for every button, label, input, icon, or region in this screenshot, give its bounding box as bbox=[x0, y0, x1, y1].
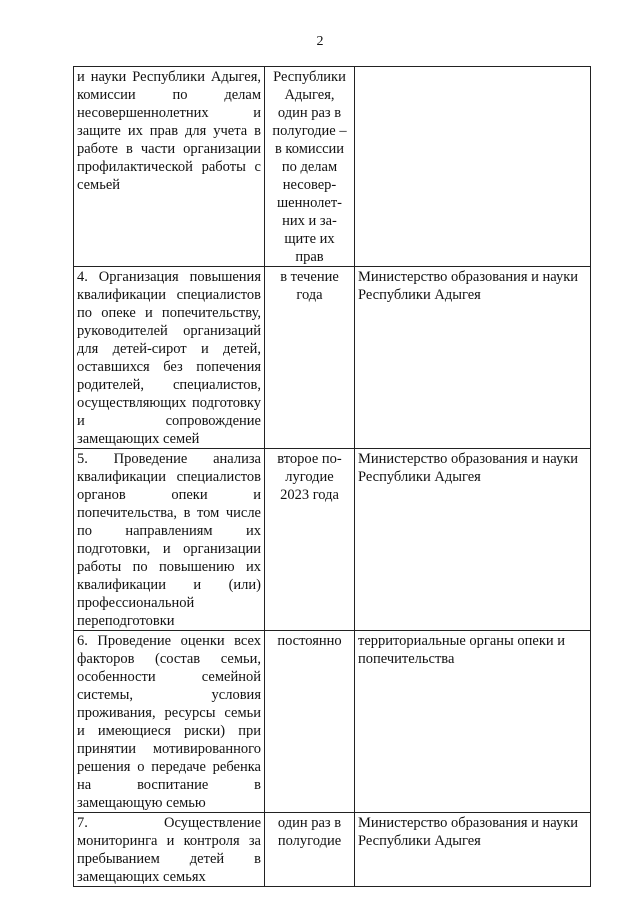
responsible-cell bbox=[355, 449, 591, 631]
table-row bbox=[74, 67, 591, 267]
activity-cell bbox=[74, 813, 265, 887]
activity-cell bbox=[74, 67, 265, 267]
responsible-text: Министерство образования и науки Республики Адыгея bbox=[358, 269, 579, 303]
activity-cell bbox=[74, 267, 265, 449]
activity-text: и науки Республики Адыгея, комиссии по делам несовершеннолетних и защите их прав для учета в работе в части организации профилактической работы с семьей bbox=[77, 69, 261, 193]
activity-cell bbox=[74, 449, 265, 631]
responsible-cell bbox=[355, 267, 591, 449]
deadline-text: второе по- лугодие 2023 года bbox=[277, 451, 342, 503]
responsible-text: территориальные органы опеки и попечительства bbox=[358, 633, 566, 667]
activity-text: 5. Проведение анализа квалификации специалистов органов опеки и попечительства, в том числе по направлениям их подготовки, и организации работы по повышению их квалификации и (или) профессиональной переподготовки bbox=[77, 451, 261, 629]
deadline-cell bbox=[265, 813, 355, 887]
deadline-text: в течение года bbox=[280, 269, 339, 303]
deadline-cell bbox=[265, 67, 355, 267]
responsible-cell bbox=[355, 67, 591, 267]
activity-text: 4. Организация повышения квалификации специалистов по опеке и попечительству, руководителей организаций для детей-сирот и детей, оставшихся без попечения родителей, специалистов, осуществляющих подготовку и сопровождение замещающих семей bbox=[77, 269, 261, 447]
responsible-cell bbox=[355, 631, 591, 813]
deadline-text: один раз в полугодие bbox=[277, 815, 342, 849]
table-row bbox=[74, 631, 591, 813]
activity-cell bbox=[74, 631, 265, 813]
deadline-text: постоянно bbox=[277, 633, 342, 649]
deadline-cell bbox=[265, 449, 355, 631]
deadline-text: Республики Адыгея, один раз в полугодие – в комиссии по делам несовер- шеннолет- них и за- щите их прав bbox=[272, 69, 347, 265]
page-number: 2 bbox=[316, 34, 324, 49]
deadline-cell bbox=[265, 631, 355, 813]
activity-text: 6. Проведение оценки всех факторов (состав семьи, особенности семейной системы, условия проживания, ресурсы семьи и имеющиеся риски) при принятии мотивированного решения о передаче ребенка на воспитание в замещающую семью bbox=[77, 633, 261, 811]
responsible-text: Министерство образования и науки Республики Адыгея bbox=[358, 451, 579, 485]
table-row bbox=[74, 267, 591, 449]
table-row bbox=[74, 449, 591, 631]
deadline-cell bbox=[265, 267, 355, 449]
responsible-text: Министерство образования и науки Республики Адыгея bbox=[358, 815, 579, 849]
responsible-cell bbox=[355, 813, 591, 887]
table-row bbox=[74, 813, 591, 887]
activity-text: 7. Осуществление мониторинга и контроля за пребыванием детей в замещающих семьях bbox=[77, 815, 261, 885]
measures-table bbox=[73, 66, 591, 887]
